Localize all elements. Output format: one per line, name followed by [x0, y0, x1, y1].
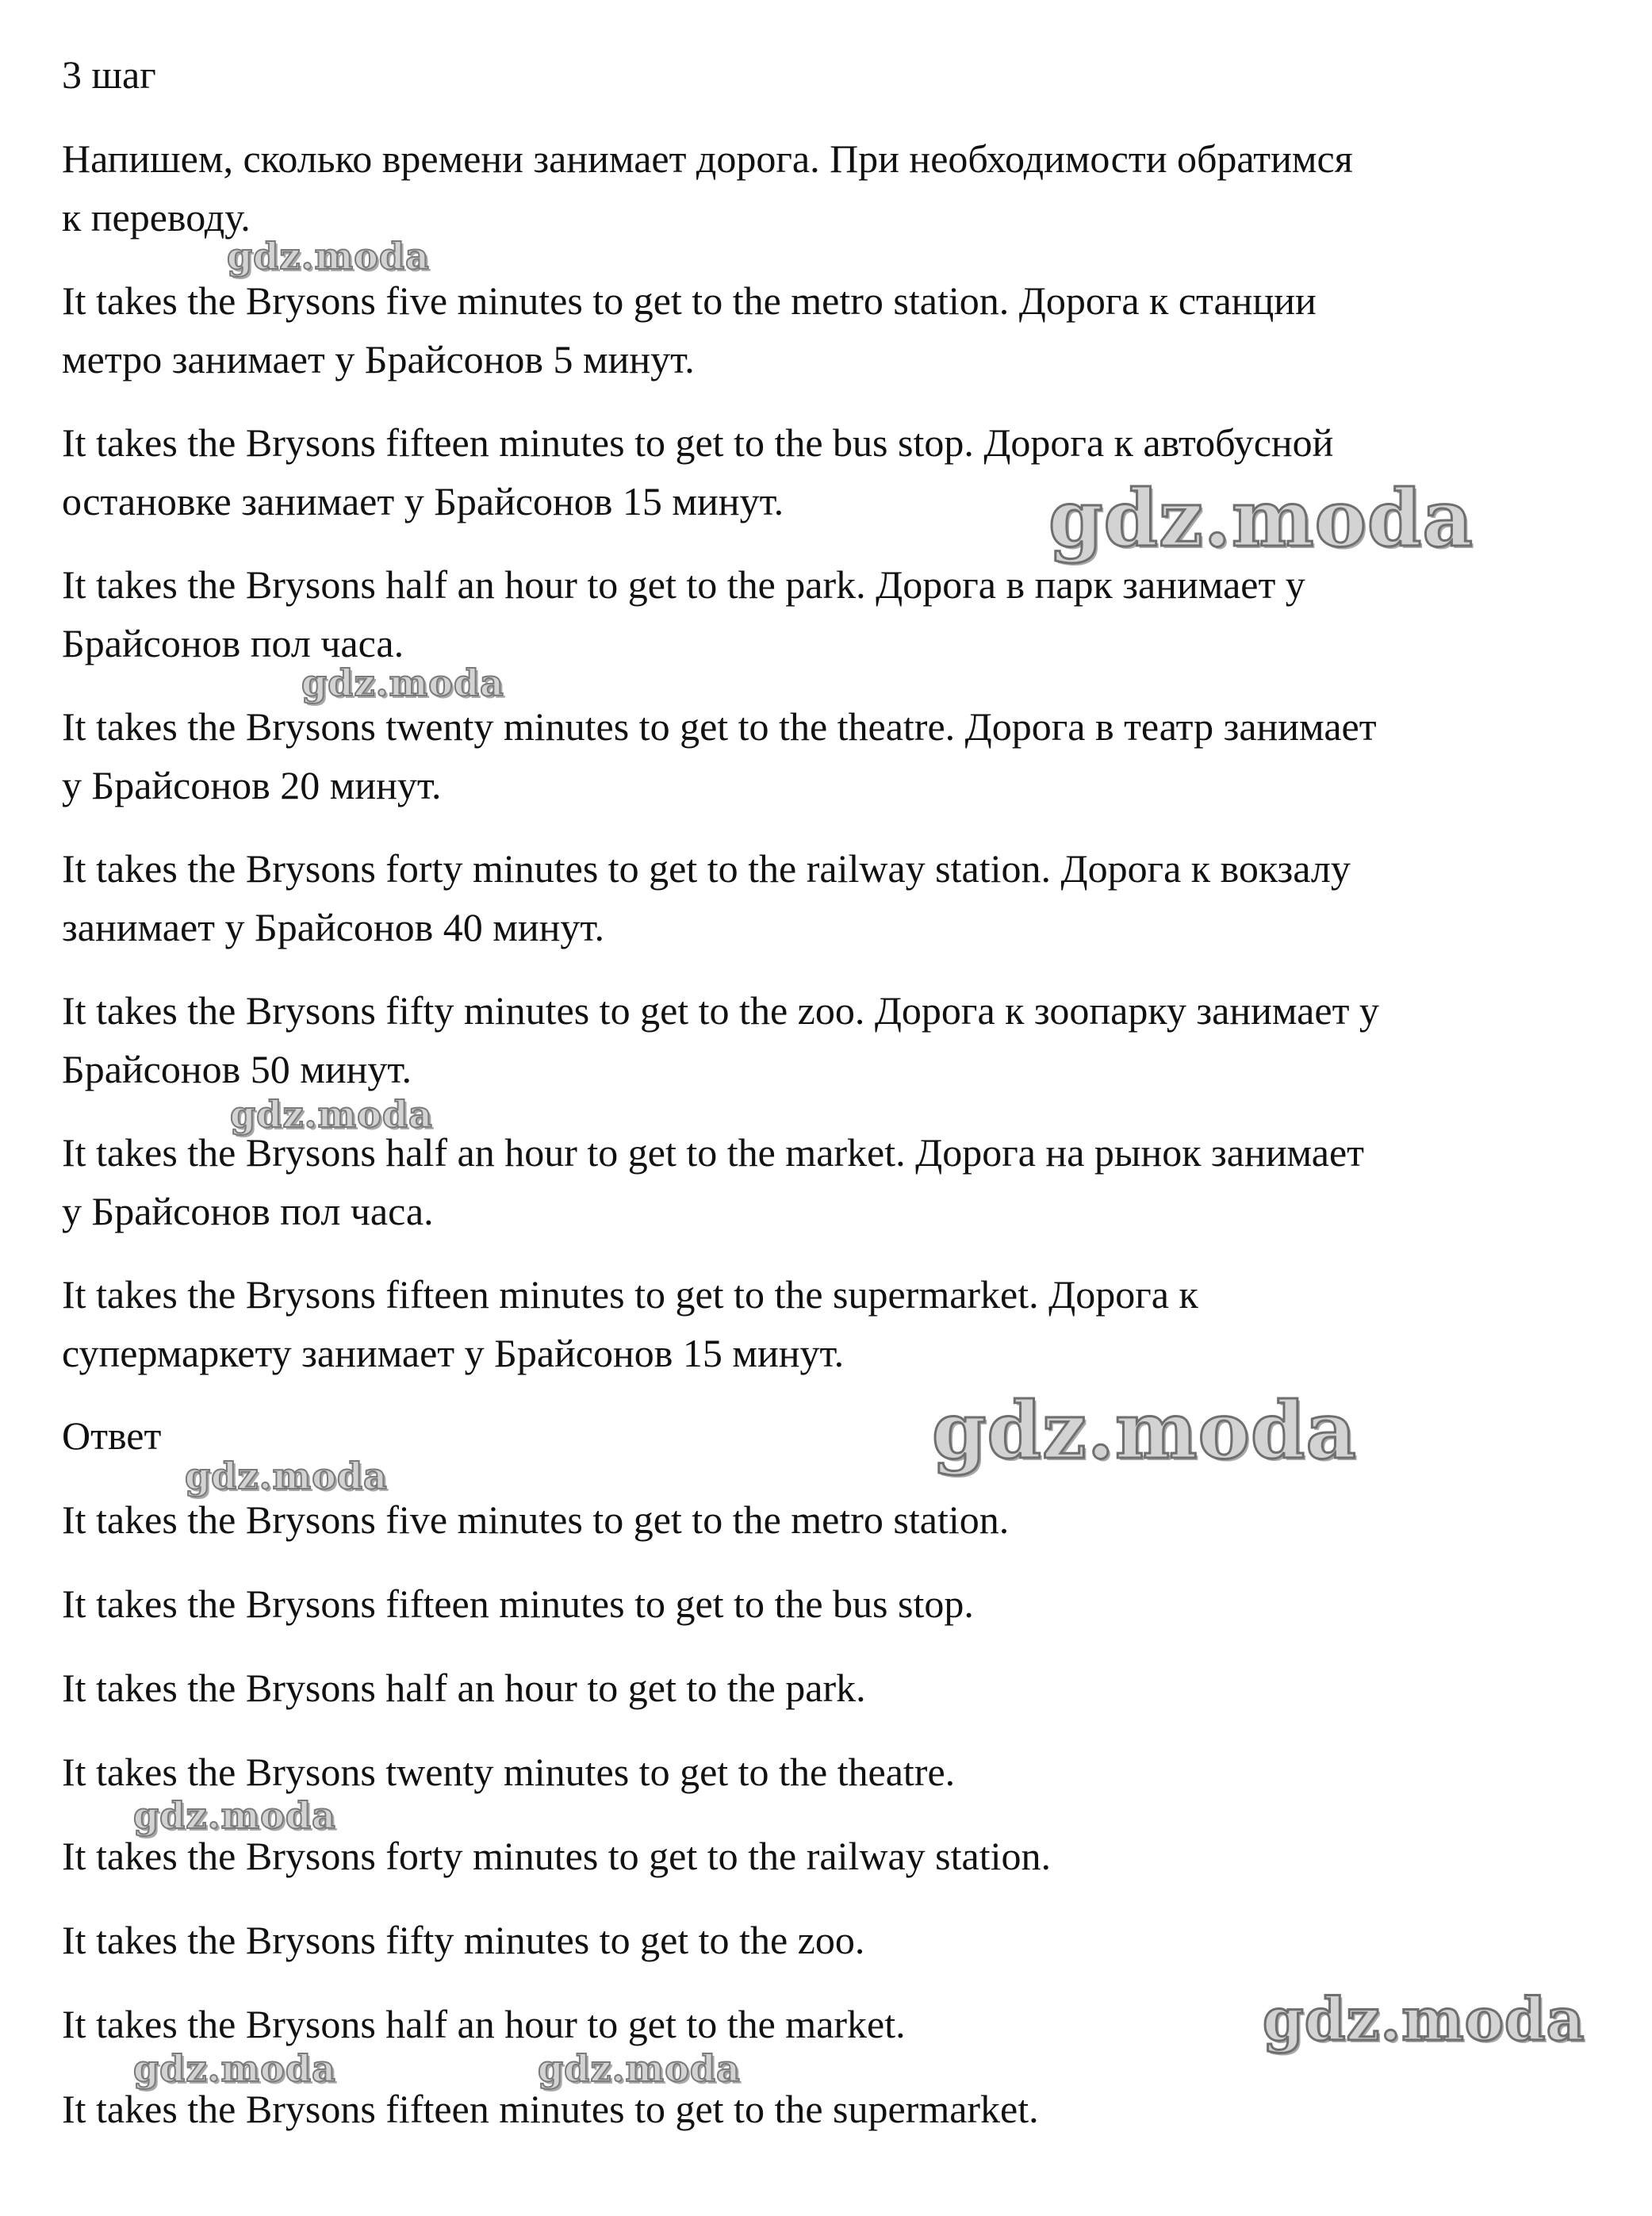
answer-label: Ответ — [62, 1413, 162, 1458]
translation-8-line-1: It takes the Brysons fifteen minutes to get to the supermarket. Дорога к — [62, 1272, 1198, 1317]
translation-1-line-1: It takes the Brysons five minutes to get to the metro station. Дорога к станции — [62, 278, 1317, 323]
translation-6-line-2: Брайсонов 50 минут. — [62, 1047, 412, 1091]
answer-1: It takes the Brysons five minutes to get to the metro station. — [62, 1497, 1010, 1542]
translation-5-line-1: It takes the Brysons forty minutes to get to the railway station. Дорога к вокзалу — [62, 846, 1351, 891]
answer-4: It takes the Brysons twenty minutes to get to the theatre. — [62, 1750, 956, 1794]
translation-3-line-1: It takes the Brysons half an hour to get to the park. Дорога в парк занимает у — [62, 562, 1305, 607]
watermark: gdz.moda — [230, 1093, 433, 1136]
answer-5: It takes the Brysons forty minutes to get to the railway station. — [62, 1834, 1051, 1878]
watermark: gdz.moda — [227, 235, 430, 278]
step-title: 3 шаг — [62, 52, 156, 97]
watermark: gdz.moda — [133, 1794, 336, 1837]
watermark: gdz.moda — [1263, 1986, 1585, 2054]
intro-line-1: Напишем, сколько времени занимает дорога. При необходимости обратимся — [62, 136, 1353, 181]
translation-4-line-1: It takes the Brysons twenty minutes to get to the theatre. Дорога в театр занимает — [62, 704, 1377, 749]
answer-6: It takes the Brysons fifty minutes to get to the zoo. — [62, 1918, 865, 1962]
answer-7: It takes the Brysons half an hour to get to the market. — [62, 2002, 906, 2046]
answer-3: It takes the Brysons half an hour to get to the park. — [62, 1666, 866, 1710]
watermark: gdz.moda — [301, 661, 504, 704]
translation-2-line-1: It takes the Brysons fifteen minutes to get to the bus stop. Дорога к автобусной — [62, 420, 1334, 465]
watermark: gdz.moda — [185, 1455, 388, 1497]
answer-2: It takes the Brysons fifteen minutes to get to the bus stop. — [62, 1581, 974, 1626]
translation-7-line-2: у Брайсонов пол часа. — [62, 1189, 434, 1233]
translation-5-line-2: занимает у Брайсонов 40 минут. — [62, 905, 604, 949]
intro-line-2: к переводу. — [62, 195, 251, 240]
translation-7-line-1: It takes the Brysons half an hour to get to the market. Дорога на рынок занимает — [62, 1130, 1365, 1175]
watermark: gdz.moda — [538, 2047, 741, 2090]
watermark: gdz.moda — [932, 1386, 1357, 1477]
translation-3-line-2: Брайсонов пол часа. — [62, 621, 404, 665]
watermark: gdz.moda — [1048, 473, 1474, 565]
translation-4-line-2: у Брайсонов 20 минут. — [62, 763, 442, 807]
watermark: gdz.moda — [133, 2047, 336, 2090]
translation-8-line-2: супермаркету занимает у Брайсонов 15 минут. — [62, 1331, 845, 1375]
translation-2-line-2: остановке занимает у Брайсонов 15 минут. — [62, 479, 784, 523]
translation-6-line-1: It takes the Brysons fifty minutes to get to the zoo. Дорога к зоопарку занимает у — [62, 988, 1379, 1033]
translation-1-line-2: метро занимает у Брайсонов 5 минут. — [62, 337, 695, 381]
answer-8: It takes the Brysons fifteen minutes to get to the supermarket. — [62, 2087, 1039, 2131]
